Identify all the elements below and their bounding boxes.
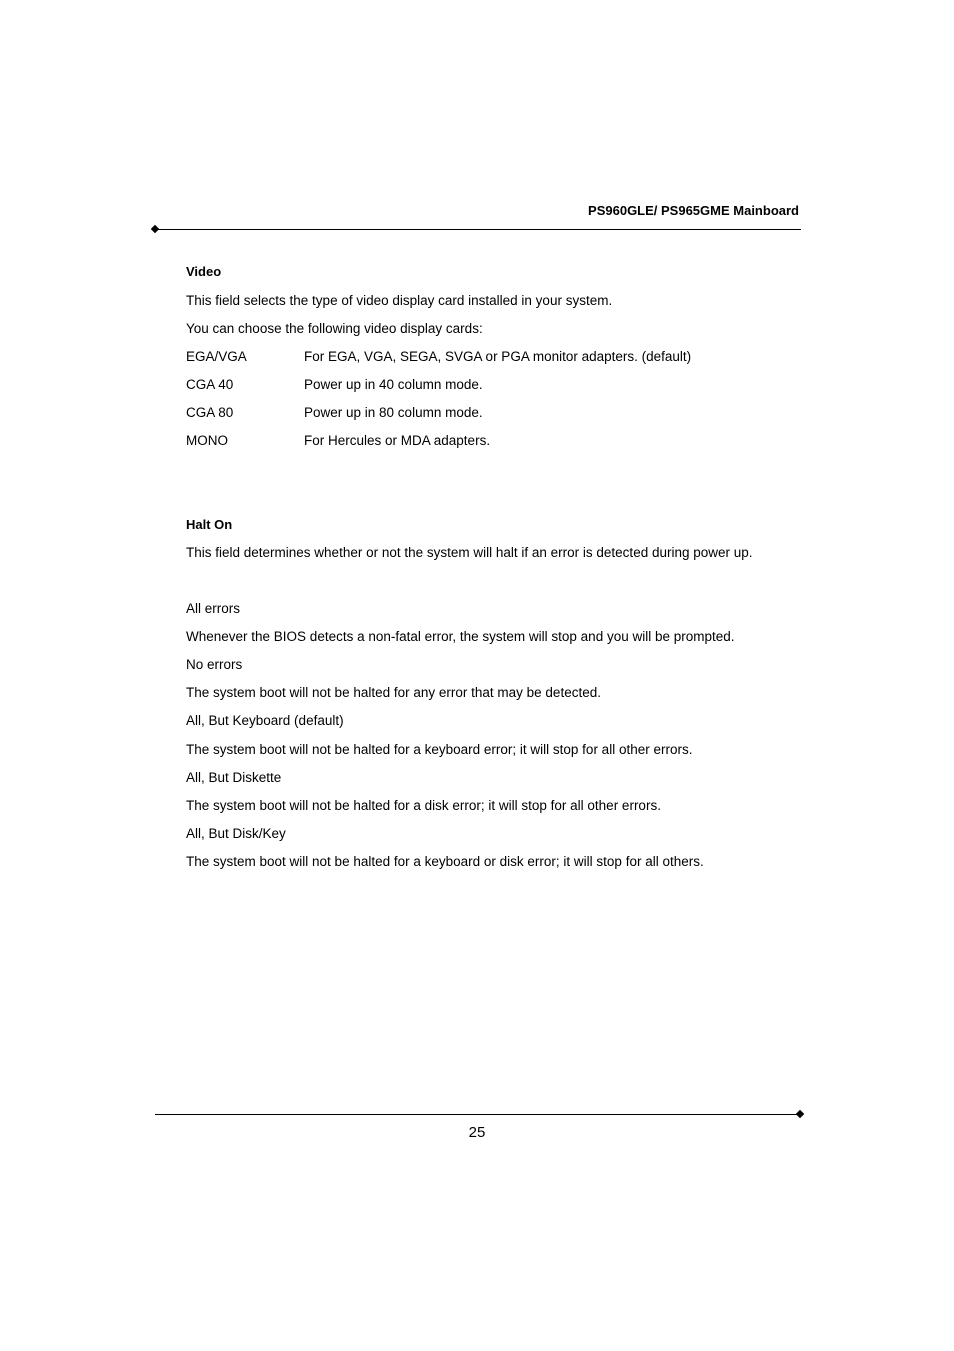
halt-option-desc: The system boot will not be halted for a keyboard or disk error; it will stop for all others. [186,854,704,869]
page-number: 25 [468,1124,486,1141]
footer-rule [155,1114,801,1115]
header-rule [155,229,801,230]
halt-option-name: All, But Diskette [186,770,282,785]
video-intro: This field selects the type of video display card installed in your system. [186,293,613,308]
video-heading: Video [186,264,222,279]
video-choose-text: You can choose the following video display cards: [186,321,483,336]
halt-on-intro: This field determines whether or not the system will halt if an error is detected during power up. [186,545,753,560]
halt-option-desc: Whenever the BIOS detects a non-fatal error, the system will stop and you will be prompted. [186,629,735,644]
halt-option-name: All errors [186,601,241,616]
video-option-name: CGA 40 [186,377,234,392]
video-option-desc: For Hercules or MDA adapters. [304,433,491,448]
video-option-desc: Power up in 80 column mode. [304,405,483,420]
halt-on-heading: Halt On [186,517,233,532]
halt-option-desc: The system boot will not be halted for a keyboard error; it will stop for all other errors. [186,742,693,757]
page-header-title: PS960GLE/ PS965GME Mainboard [588,203,799,218]
halt-option-name: All, But Disk/Key [186,826,286,841]
video-option-name: EGA/VGA [186,349,247,364]
halt-option-desc: The system boot will not be halted for any error that may be detected. [186,685,601,700]
footer-diamond-marker [796,1110,804,1118]
video-option-name: MONO [186,433,228,448]
video-option-desc: Power up in 40 column mode. [304,377,483,392]
halt-option-desc: The system boot will not be halted for a disk error; it will stop for all other errors. [186,798,661,813]
halt-option-name: All, But Keyboard (default) [186,713,344,728]
video-option-name: CGA 80 [186,405,234,420]
video-option-desc: For EGA, VGA, SEGA, SVGA or PGA monitor adapters. (default) [304,349,692,364]
halt-option-name: No errors [186,657,243,672]
